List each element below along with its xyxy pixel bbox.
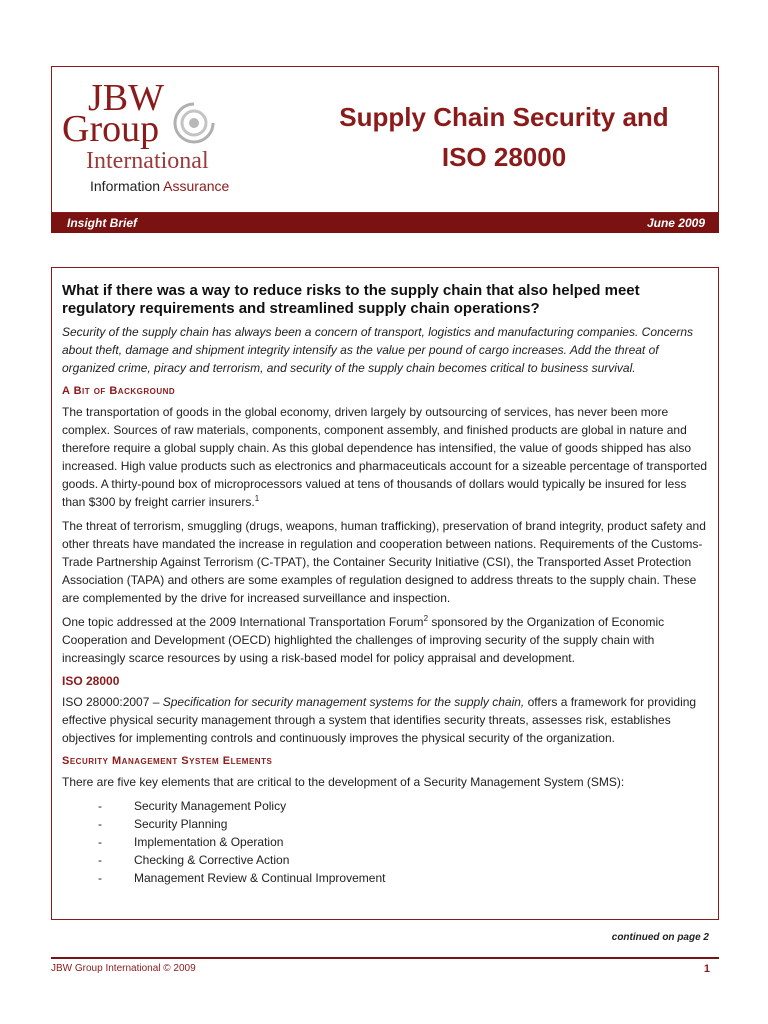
company-logo xyxy=(52,67,292,214)
background-paragraph-1 xyxy=(62,403,709,511)
iso-paragraph-a: ISO 28000:2007 – xyxy=(62,695,163,709)
intro-paragraph: Security of the supply chain has always been a concern of transport, logistics and manufacturing companies. Concerns about theft, damage and shipment integrity intensify as the value per pound of cargo increases. Add the threat of organized crime, piracy and terrorism, and security of the supply chain becomes critical to business survival. xyxy=(62,325,694,375)
background-paragraph-1-text: The transportation of goods in the global economy, driven largely by outsourcing of services, has never been more complex. Sources of raw materials, components, component assembly, and finished products are global in nature and therefore require a global supply chain. As this global dependence has intensified, the value of goods shipped has also increased. High value products such as electronics and pharmaceuticals account for a sizeable percentage of transported goods. A thirty-pound box of microprocessors valued at tens of thousands of dollars would typically be insured for less than $300 by freight carrier insurers. xyxy=(62,405,708,509)
list-item: - Security Planning xyxy=(98,815,709,833)
logo-tagline-plain: Information xyxy=(90,178,164,194)
logo-circle-icon xyxy=(172,101,216,145)
logo-text-international: International xyxy=(86,148,209,174)
header-box xyxy=(51,66,719,213)
sms-paragraph: There are five key elements that are critical to the development of a Security Management System (SMS): xyxy=(62,775,625,789)
iso-paragraph xyxy=(62,693,709,747)
logo-tagline-accent: Assurance xyxy=(163,178,230,194)
section-heading-background: A Bit of Background xyxy=(62,385,176,397)
title-line-2: ISO 28000 xyxy=(441,142,567,172)
iso-paragraph-b: offers a framework for providing effective physical security management through a system that identifies security threats, assesses risk, establishes objectives for implementing controls and continuously improves the physical security of the organization. xyxy=(62,695,697,745)
insight-label: Insight Brief xyxy=(67,216,138,230)
background-paragraph-3-b: sponsored by the Organization of Economic Cooperation and Development (OECD) highlighted the challenges of improving security of the supply chain with increasingly scarce resources by using a risk-based model for policy appraisal and development. xyxy=(62,615,665,665)
footnote-ref-1: 1 xyxy=(254,494,260,503)
content-box xyxy=(51,267,719,920)
iso-paragraph-italic: Specification for security management systems for the supply chain, xyxy=(162,695,525,709)
list-item: - Management Review & Continual Improvement xyxy=(98,869,709,887)
title-line-1: Supply Chain Security and xyxy=(339,102,669,132)
background-paragraph-3 xyxy=(62,613,709,667)
list-item: - Implementation & Operation xyxy=(98,833,709,851)
section-heading-iso: ISO 28000 xyxy=(62,674,120,688)
logo-tagline xyxy=(90,178,229,194)
background-paragraph-3-a: One topic addressed at the 2009 International Transportation Forum xyxy=(62,615,424,629)
section-heading-sms: Security Management System Elements xyxy=(62,755,273,767)
logo-text-group: Group xyxy=(62,108,160,150)
footer-copyright: JBW Group International © 2009 xyxy=(51,963,196,974)
insight-date: June 2009 xyxy=(646,216,705,230)
logo-text-jbw: JBW xyxy=(88,77,164,119)
list-item: - Security Management Policy xyxy=(98,797,709,815)
continued-note: continued on page 2 xyxy=(611,932,709,943)
document-title xyxy=(284,97,724,177)
footnote-ref-2: 2 xyxy=(423,614,429,623)
page-number: 1 xyxy=(703,963,710,975)
background-paragraph-2: The threat of terrorism, smuggling (drugs, weapons, human trafficking), preservation of brand integrity, product safety and other threats have mandated the increase in regulation and cooperation between nations. Requirements of the Customs-Trade Partnership Against Terrorism (C-TPAT), the Container Security Initiative (CSI), the Transported Asset Protection Association (TAPA) and others are some examples of regulation designed to address threats to the supply chain. These are complemented by the drive for increased surveillance and inspection. xyxy=(62,519,706,605)
footer-rule xyxy=(51,957,719,959)
lead-question: What if there was a way to reduce risks to the supply chain that also helped meet regulatory requirements and streamlined supply chain operations? xyxy=(62,282,640,317)
insight-bar xyxy=(51,213,719,233)
list-item: - Checking & Corrective Action xyxy=(98,851,709,869)
sms-elements-list xyxy=(62,797,709,887)
